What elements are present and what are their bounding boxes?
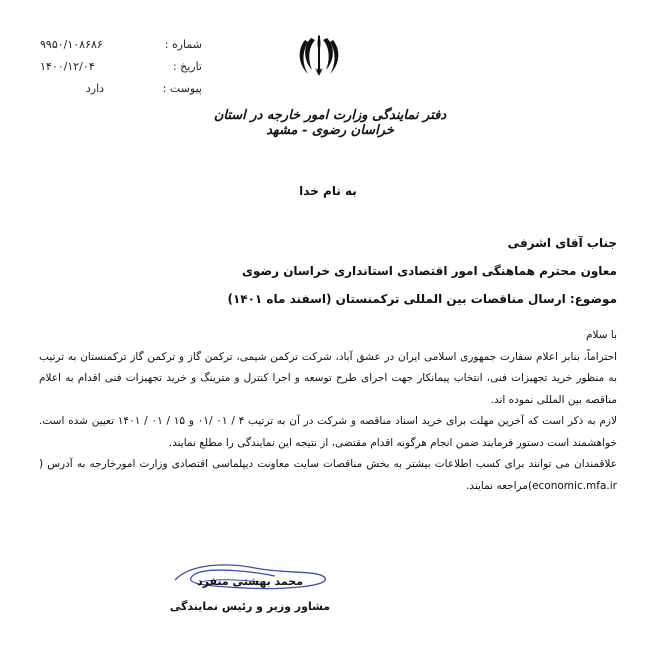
signer-name: محمد بهشتی منفرد <box>196 575 304 588</box>
number-value: ۹۹۵۰/۱۰۸۶۸۶ <box>40 38 103 51</box>
date-label: تاریخ : <box>172 60 202 73</box>
signer-title: مشاور وزیر و رئیس نمایندگی <box>169 600 331 613</box>
attachment-label: پیوست : <box>162 82 202 95</box>
office-name: دفتر نمایندگی وزارت امور خارجه در استان خراسان رضوی - مشهد <box>213 108 447 138</box>
recipient-name: جناب آقای اشرفی <box>507 236 617 250</box>
body-paragraph-3: علاقمندان می توانند برای کسب اطلاعات بیشتر به بخش مناقصات سایت معاونت دیپلماسی اقتصادی وزارت امورخارجه به آدرس ( economic.mfa.ir)مراجعه نمایند. <box>39 458 617 492</box>
number-label: شماره : <box>164 38 202 51</box>
body-paragraph-2: لازم به ذکر است که آخرین مهلت برای خرید اسناد مناقصه و شرکت در آن به ترتیب ۴ / ۰۱ /۰۱ و ۱۵ / ۰۱ / ۱۴۰۱ تعیین شده است. خواهشمند است دستور فرمایند ضمن انجام هرگونه اقدام مقتضی، از نتیجه این نمایندگی را مطلع نمایند. <box>39 415 617 449</box>
date-value: ۱۴۰۰/۱۲/۰۴ <box>40 60 95 73</box>
letter-body <box>39 325 617 497</box>
attachment-value: دارد <box>85 82 105 95</box>
body-paragraph-1: احتراماً، بنابر اعلام سفارت جمهوری اسلامی ایران در عشق آباد، شرکت ترکمن شیمی، ترکمن گاز و ترکمن گاز ترکمنستان به ترتیب به منظور خرید تجهیزات فنی، انتخاب پیمانکار جهت اجرای طرح توسعه و اجرا کنترل و مترینگ و خرید تجهیزات فنی اقدام به اعلام مناقصه بین المللی نموده اند. <box>39 350 617 406</box>
iran-emblem-icon <box>296 30 342 78</box>
recipient-title: معاون محترم هماهنگی امور اقتصادی استانداری خراسان رضوی <box>241 264 617 278</box>
invocation: به نام خدا <box>299 184 357 198</box>
subject-line: موضوع: ارسال مناقصات بین المللی ترکمنستان (اسفند ماه ۱۴۰۱) <box>227 292 617 306</box>
greeting: با سلام <box>585 329 617 341</box>
